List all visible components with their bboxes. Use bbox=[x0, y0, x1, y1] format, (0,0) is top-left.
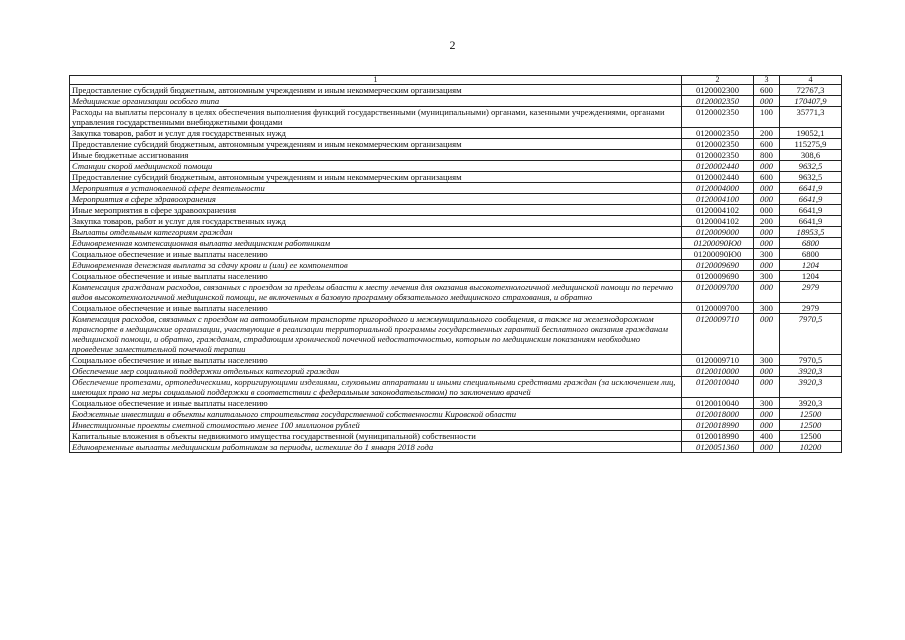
row-code-cell: 0120004000 bbox=[682, 183, 754, 194]
row-name-cell: Социальное обеспечение и иные выплаты населению bbox=[70, 271, 682, 282]
row-sum-cell: 6641,9 bbox=[780, 183, 842, 194]
row-name-cell: Капитальные вложения в объекты недвижимого имущества государственной (муниципальной) собственности bbox=[70, 431, 682, 442]
row-name-cell: Социальное обеспечение и иные выплаты населению bbox=[70, 303, 682, 314]
row-sum-cell: 308,6 bbox=[780, 150, 842, 161]
row-name-cell: Мероприятия в сфере здравоохранения bbox=[70, 194, 682, 205]
row-sum-cell: 6641,9 bbox=[780, 194, 842, 205]
table-row bbox=[70, 85, 842, 96]
row-code-cell: 0120009700 bbox=[682, 282, 754, 303]
table-header-row bbox=[70, 76, 842, 85]
row-vr-cell: 300 bbox=[754, 355, 780, 366]
table-row bbox=[70, 238, 842, 249]
row-name-cell: Социальное обеспечение и иные выплаты населению bbox=[70, 398, 682, 409]
row-name-cell: Единовременная денежная выплата за сдачу крови и (или) ее компонентов bbox=[70, 260, 682, 271]
row-code-cell: 0120002350 bbox=[682, 139, 754, 150]
table-row bbox=[70, 96, 842, 107]
row-sum-cell: 6641,9 bbox=[780, 205, 842, 216]
row-sum-cell: 35771,3 bbox=[780, 107, 842, 128]
row-vr-cell: 000 bbox=[754, 238, 780, 249]
row-sum-cell: 12500 bbox=[780, 409, 842, 420]
header-cell-vr: 3 bbox=[754, 76, 780, 85]
row-code-cell: 0120002350 bbox=[682, 107, 754, 128]
row-vr-cell: 400 bbox=[754, 431, 780, 442]
row-code-cell: 0120002350 bbox=[682, 96, 754, 107]
row-name-cell: Предоставление субсидий бюджетным, автономным учреждениям и иным некоммерческим организациям bbox=[70, 172, 682, 183]
row-code-cell: 01200090Ю0 bbox=[682, 249, 754, 260]
header-cell-name: 1 bbox=[70, 76, 682, 85]
row-name-cell: Социальное обеспечение и иные выплаты населению bbox=[70, 249, 682, 260]
row-vr-cell: 600 bbox=[754, 139, 780, 150]
row-code-cell: 0120002440 bbox=[682, 172, 754, 183]
row-name-cell: Предоставление субсидий бюджетным, автономным учреждениям и иным некоммерческим организациям bbox=[70, 139, 682, 150]
budget-table bbox=[69, 75, 842, 453]
row-name-cell: Выплаты отдельным категориям граждан bbox=[70, 227, 682, 238]
row-vr-cell: 000 bbox=[754, 377, 780, 398]
row-sum-cell: 3920,3 bbox=[780, 398, 842, 409]
row-sum-cell: 9632,5 bbox=[780, 172, 842, 183]
row-vr-cell: 000 bbox=[754, 282, 780, 303]
row-vr-cell: 000 bbox=[754, 366, 780, 377]
row-vr-cell: 000 bbox=[754, 314, 780, 355]
row-code-cell: 0120018990 bbox=[682, 420, 754, 431]
table-row bbox=[70, 227, 842, 238]
row-name-cell: Социальное обеспечение и иные выплаты населению bbox=[70, 355, 682, 366]
row-vr-cell: 300 bbox=[754, 271, 780, 282]
row-code-cell: 0120004100 bbox=[682, 194, 754, 205]
row-sum-cell: 170407,9 bbox=[780, 96, 842, 107]
row-name-cell: Станции скорой медицинской помощи bbox=[70, 161, 682, 172]
row-sum-cell: 72767,3 bbox=[780, 85, 842, 96]
table-row bbox=[70, 128, 842, 139]
row-code-cell: 0120018990 bbox=[682, 431, 754, 442]
table-row bbox=[70, 366, 842, 377]
row-vr-cell: 000 bbox=[754, 409, 780, 420]
row-code-cell: 0120002350 bbox=[682, 150, 754, 161]
header-cell-sum: 4 bbox=[780, 76, 842, 85]
table-row bbox=[70, 172, 842, 183]
table-row bbox=[70, 420, 842, 431]
row-code-cell: 0120009710 bbox=[682, 314, 754, 355]
table-row bbox=[70, 271, 842, 282]
table-row bbox=[70, 431, 842, 442]
page-number: 2 bbox=[449, 38, 456, 52]
row-sum-cell: 19052,1 bbox=[780, 128, 842, 139]
row-code-cell: 0120010000 bbox=[682, 366, 754, 377]
row-code-cell: 0120009690 bbox=[682, 260, 754, 271]
header-cell-code: 2 bbox=[682, 76, 754, 85]
row-vr-cell: 000 bbox=[754, 96, 780, 107]
row-code-cell: 0120010040 bbox=[682, 398, 754, 409]
row-code-cell: 0120002350 bbox=[682, 128, 754, 139]
row-sum-cell: 6641,9 bbox=[780, 216, 842, 227]
row-vr-cell: 000 bbox=[754, 260, 780, 271]
row-code-cell: 0120002300 bbox=[682, 85, 754, 96]
table-row bbox=[70, 139, 842, 150]
row-name-cell: Расходы на выплаты персоналу в целях обеспечения выполнения функций государственными (муниципальными) органами, казенными учреждениями, органами управления государственными внебюджетными фондами bbox=[70, 107, 682, 128]
row-sum-cell: 10200 bbox=[780, 442, 842, 453]
row-name-cell: Иные мероприятия в сфере здравоохранения bbox=[70, 205, 682, 216]
row-vr-cell: 600 bbox=[754, 85, 780, 96]
row-code-cell: 0120009710 bbox=[682, 355, 754, 366]
row-code-cell: 0120010040 bbox=[682, 377, 754, 398]
row-code-cell: 0120004102 bbox=[682, 205, 754, 216]
row-vr-cell: 000 bbox=[754, 183, 780, 194]
row-sum-cell: 6800 bbox=[780, 238, 842, 249]
row-name-cell: Закупка товаров, работ и услуг для государственных нужд bbox=[70, 128, 682, 139]
row-vr-cell: 300 bbox=[754, 249, 780, 260]
row-sum-cell: 6800 bbox=[780, 249, 842, 260]
row-vr-cell: 800 bbox=[754, 150, 780, 161]
row-name-cell: Предоставление субсидий бюджетным, автономным учреждениям и иным некоммерческим организациям bbox=[70, 85, 682, 96]
row-sum-cell: 9632,5 bbox=[780, 161, 842, 172]
row-vr-cell: 000 bbox=[754, 420, 780, 431]
table-row bbox=[70, 249, 842, 260]
table-row bbox=[70, 377, 842, 398]
row-code-cell: 0120009690 bbox=[682, 271, 754, 282]
row-name-cell: Закупка товаров, работ и услуг для государственных нужд bbox=[70, 216, 682, 227]
table-row bbox=[70, 282, 842, 303]
table-row bbox=[70, 150, 842, 161]
row-code-cell: 0120009700 bbox=[682, 303, 754, 314]
row-name-cell: Компенсация расходов, связанных с проездом на автомобильном транспорте пригородного и межмуниципального сообщения, а также на железнодорожном транспорте в медицинские организации, участвующие в реализации территориальной программы государственных гарантий бесплатного оказания гражданам медицинской помощи, и обратно, гражданам, страдающим хронической почечной недостаточностью, которым по медицинским показаниям необходимо проведение заместительной почечной терапии bbox=[70, 314, 682, 355]
table-row bbox=[70, 205, 842, 216]
row-name-cell: Мероприятия в установленной сфере деятельности bbox=[70, 183, 682, 194]
row-name-cell: Единовременные выплаты медицинским работникам за периоды, истекшие до 1 января 2018 года bbox=[70, 442, 682, 453]
row-vr-cell: 300 bbox=[754, 398, 780, 409]
row-name-cell: Инвестиционные проекты сметной стоимостью менее 100 миллионов рублей bbox=[70, 420, 682, 431]
row-vr-cell: 000 bbox=[754, 161, 780, 172]
row-code-cell: 0120051360 bbox=[682, 442, 754, 453]
table-row bbox=[70, 107, 842, 128]
row-name-cell: Компенсация гражданам расходов, связанных с проездом за пределы области к месту лечения для оказания высокотехнологичной медицинской помощи по перечню видов высокотехнологичной медицинской помощи, не включенных в базовую программу обязательного медицинского страхования, и обратно bbox=[70, 282, 682, 303]
row-vr-cell: 600 bbox=[754, 172, 780, 183]
table-row bbox=[70, 355, 842, 366]
table-row bbox=[70, 398, 842, 409]
row-sum-cell: 115275,9 bbox=[780, 139, 842, 150]
row-name-cell: Бюджетные инвестиции в объекты капитального строительства государственной собственности Кировской области bbox=[70, 409, 682, 420]
row-vr-cell: 200 bbox=[754, 216, 780, 227]
row-sum-cell: 2979 bbox=[780, 282, 842, 303]
row-code-cell: 0120002440 bbox=[682, 161, 754, 172]
table-row bbox=[70, 303, 842, 314]
row-name-cell: Медицинские организации особого типа bbox=[70, 96, 682, 107]
row-code-cell: 0120009000 bbox=[682, 227, 754, 238]
table-row bbox=[70, 314, 842, 355]
table-row bbox=[70, 161, 842, 172]
row-vr-cell: 000 bbox=[754, 205, 780, 216]
row-sum-cell: 1204 bbox=[780, 271, 842, 282]
row-sum-cell: 7970,5 bbox=[780, 355, 842, 366]
row-vr-cell: 300 bbox=[754, 303, 780, 314]
table-row bbox=[70, 194, 842, 205]
table-row bbox=[70, 183, 842, 194]
row-name-cell: Обеспечение мер социальной поддержки отдельных категорий граждан bbox=[70, 366, 682, 377]
row-sum-cell: 7970,5 bbox=[780, 314, 842, 355]
row-code-cell: 0120004102 bbox=[682, 216, 754, 227]
row-vr-cell: 000 bbox=[754, 194, 780, 205]
row-name-cell: Иные бюджетные ассигнования bbox=[70, 150, 682, 161]
row-sum-cell: 3920,3 bbox=[780, 366, 842, 377]
row-code-cell: 0120018000 bbox=[682, 409, 754, 420]
row-vr-cell: 000 bbox=[754, 442, 780, 453]
table-row bbox=[70, 260, 842, 271]
row-code-cell: 01200090Ю0 bbox=[682, 238, 754, 249]
row-sum-cell: 1204 bbox=[780, 260, 842, 271]
row-sum-cell: 18953,5 bbox=[780, 227, 842, 238]
table-row bbox=[70, 216, 842, 227]
row-sum-cell: 12500 bbox=[780, 431, 842, 442]
budget-table-body bbox=[70, 76, 842, 453]
table-row bbox=[70, 409, 842, 420]
row-vr-cell: 200 bbox=[754, 128, 780, 139]
row-vr-cell: 100 bbox=[754, 107, 780, 128]
row-sum-cell: 2979 bbox=[780, 303, 842, 314]
row-sum-cell: 3920,3 bbox=[780, 377, 842, 398]
row-name-cell: Обеспечение протезами, ортопедическими, корригирующими изделиями, слуховыми аппаратами и иными специальными средствами граждан (за исключением лиц, имеющих право на меры социальной поддержки в соответствии с федеральным законодательством) по заключению врачей bbox=[70, 377, 682, 398]
row-sum-cell: 12500 bbox=[780, 420, 842, 431]
table-row bbox=[70, 442, 842, 453]
row-name-cell: Единовременная компенсационная выплата медицинским работникам bbox=[70, 238, 682, 249]
row-vr-cell: 000 bbox=[754, 227, 780, 238]
